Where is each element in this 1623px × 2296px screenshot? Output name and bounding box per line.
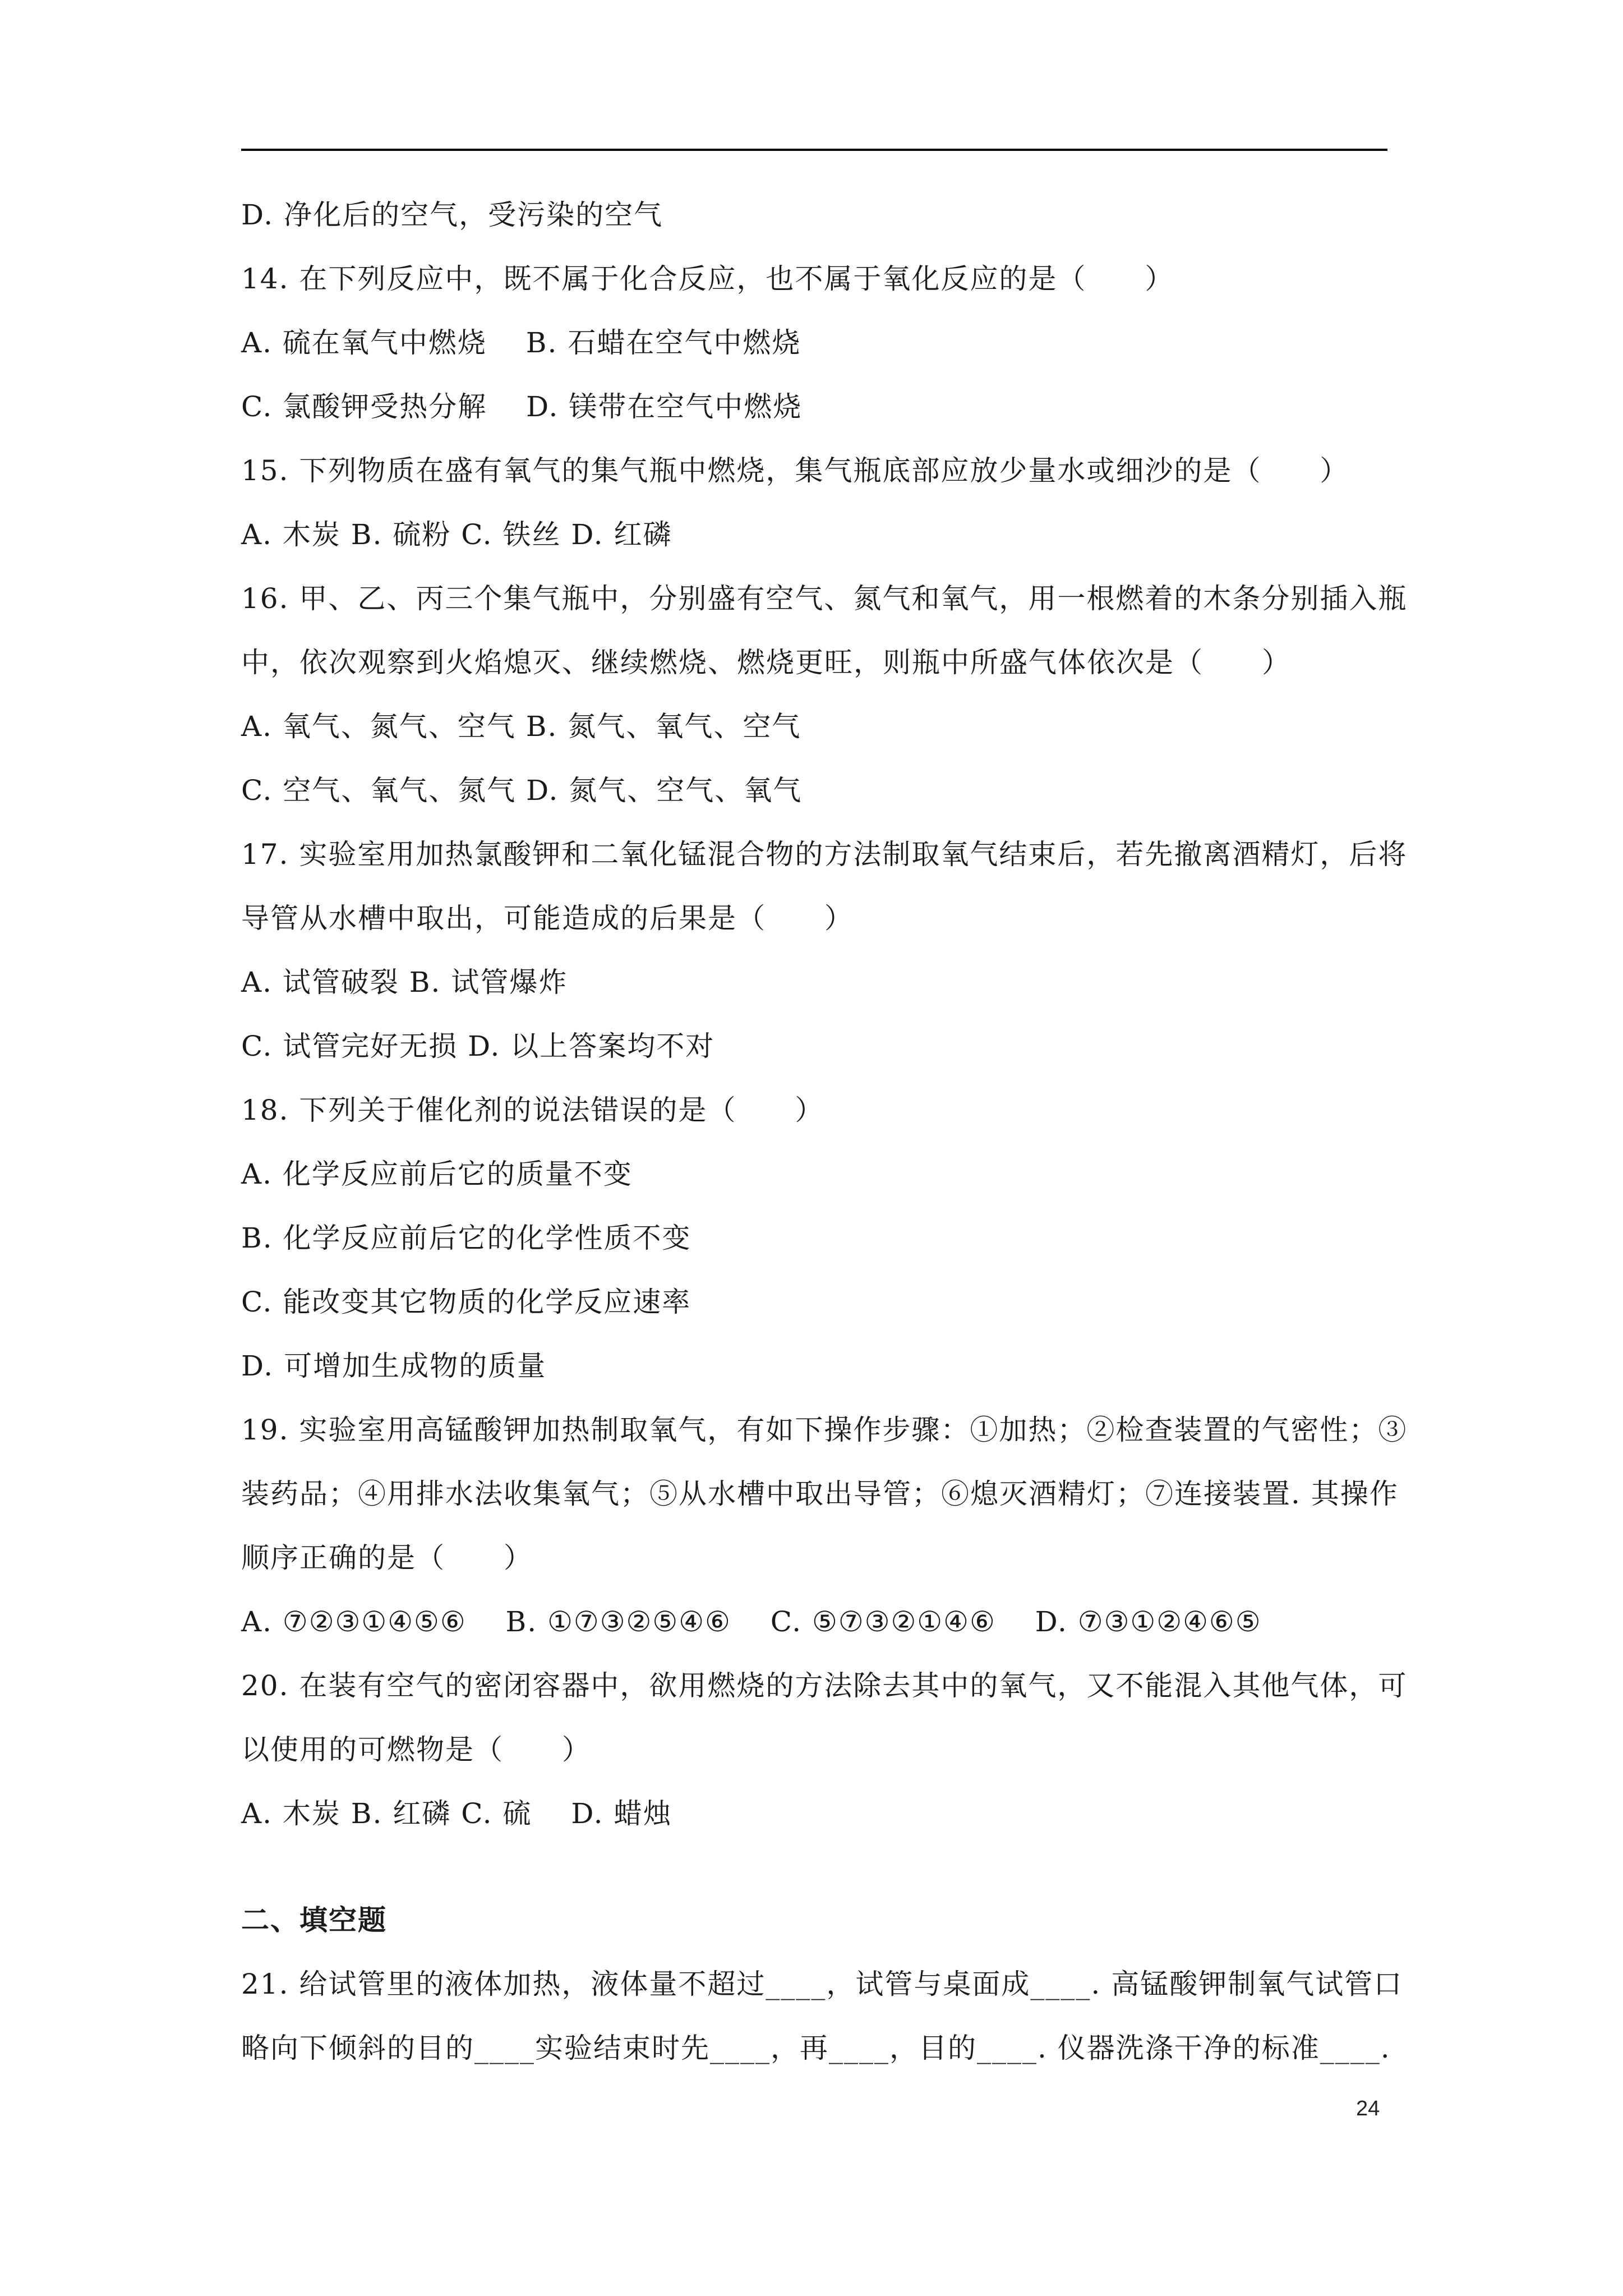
question-16-line1: 16. 甲、乙、丙三个集气瓶中，分别盛有空气、氮气和氧气，用一根燃着的木条分别插入瓶 — [241, 582, 1408, 615]
options-15: A. 木炭 B. 硫粉 C. 铁丝 D. 红磷 — [241, 518, 672, 551]
question-19-line1: 19. 实验室用高锰酸钾加热制取氧气，有如下操作步骤：①加热；②检查装置的气密性；③ — [241, 1414, 1408, 1446]
question-16-line2: 中，依次观察到火焰熄灭、继续燃烧、燃烧更旺，则瓶中所盛气体依次是（ ） — [241, 646, 1291, 679]
option-18-a: A. 化学反应前后它的质量不变 — [241, 1158, 633, 1190]
document-body — [241, 194, 1408, 2091]
options-20: A. 木炭 B. 红磷 C. 硫 D. 蜡烛 — [241, 1797, 672, 1830]
option-18-c: C. 能改变其它物质的化学反应速率 — [241, 1286, 691, 1318]
options-19: A. ⑦②③①④⑤⑥ B. ①⑦③②⑤④⑥ C. ⑤⑦③②①④⑥ D. ⑦③①②④⑥⑤ — [241, 1605, 1262, 1638]
question-17-line2: 导管从水槽中取出，可能造成的后果是（ ） — [241, 902, 854, 935]
question-17-line1: 17. 实验室用加热氯酸钾和二氧化锰混合物的方法制取氧气结束后，若先撤离酒精灯，后将 — [241, 838, 1408, 871]
question-20-line2: 以使用的可燃物是（ ） — [241, 1733, 591, 1766]
options-16-ab: A. 氧气、氮气、空气 B. 氮气、氧气、空气 — [241, 710, 801, 743]
question-14: 14. 在下列反应中，既不属于化合反应，也不属于氧化反应的是（ ） — [241, 263, 1174, 295]
options-17-ab: A. 试管破裂 B. 试管爆炸 — [241, 966, 568, 999]
page-number: 24 — [1356, 2097, 1380, 2120]
question-21-line2: 略向下倾斜的目的____实验结束时先____，再____，目的____. 仪器洗涤干净的标准____. — [241, 2032, 1391, 2064]
option-line-13d: D. 净化后的空气，受污染的空气 — [241, 199, 663, 231]
options-14-cd: C. 氯酸钾受热分解 D. 镁带在空气中燃烧 — [241, 390, 803, 423]
header-rule — [241, 149, 1387, 151]
option-18-b: B. 化学反应前后它的化学性质不变 — [241, 1222, 691, 1254]
question-15: 15. 下列物质在盛有氧气的集气瓶中燃烧，集气瓶底部应放少量水或细沙的是（ ） — [241, 454, 1349, 487]
section-spacer — [241, 1856, 1396, 1899]
options-14-ab: A. 硫在氧气中燃烧 B. 石蜡在空气中燃烧 — [241, 326, 801, 359]
option-18-d: D. 可增加生成物的质量 — [241, 1350, 547, 1382]
question-21-line1: 21. 给试管里的液体加热，液体量不超过____，试管与桌面成____. 高锰酸钾制氧气试管口 — [241, 1968, 1403, 2000]
options-17-cd: C. 试管完好无损 D. 以上答案均不对 — [241, 1030, 715, 1062]
question-19-line3: 顺序正确的是（ ） — [241, 1542, 533, 1574]
section-title: 二、填空题 — [241, 1904, 387, 1936]
options-16-cd: C. 空气、氧气、氮气 D. 氮气、空气、氧气 — [241, 774, 803, 807]
question-19-line2: 装药品；④用排水法收集氧气；⑤从水槽中取出导管；⑥熄灭酒精灯；⑦连接装置. 其操作 — [241, 1478, 1399, 1510]
question-20-line1: 20. 在装有空气的密闭容器中，欲用燃烧的方法除去其中的氧气，又不能混入其他气体，可 — [241, 1669, 1408, 1702]
question-18: 18. 下列关于催化剂的说法错误的是（ ） — [241, 1094, 824, 1126]
